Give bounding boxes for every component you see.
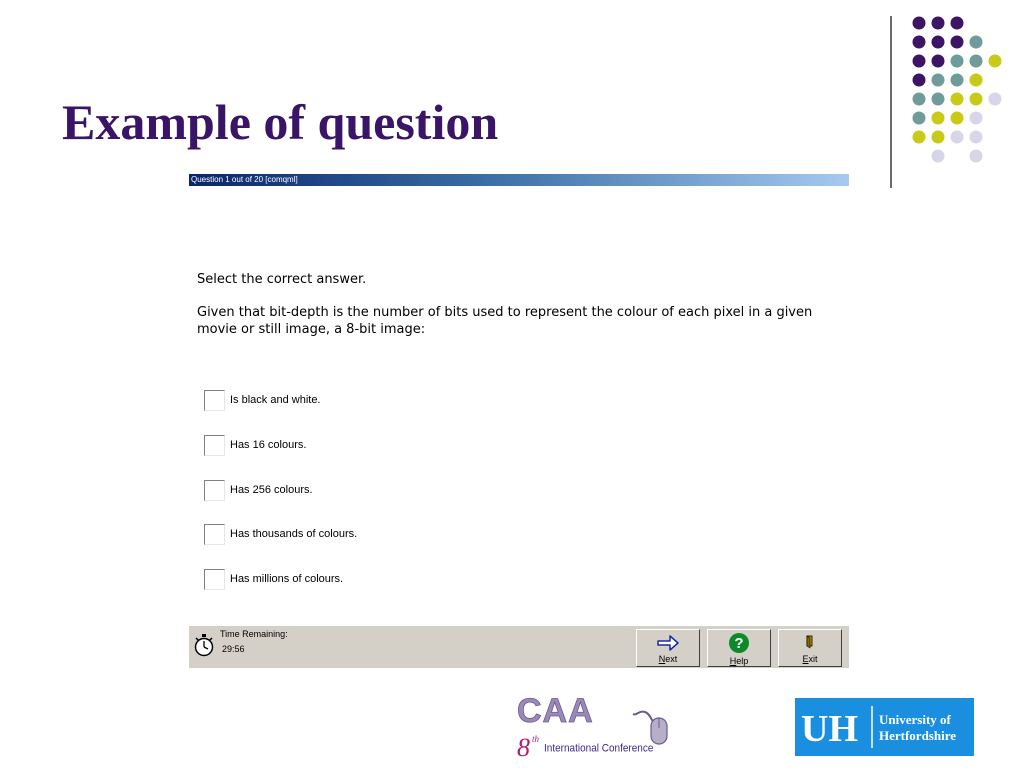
- answer-checkbox[interactable]: [204, 524, 225, 545]
- answer-option-3[interactable]: [204, 479, 313, 501]
- decorative-dot: [970, 74, 983, 87]
- decorative-dot: [932, 131, 945, 144]
- status-bar: [189, 626, 849, 668]
- answer-option-4[interactable]: [204, 523, 357, 545]
- vertical-divider: [890, 16, 892, 188]
- decorative-dot-grid: [0, 0, 1024, 180]
- stopwatch-icon: [193, 633, 215, 657]
- decorative-dot: [970, 55, 983, 68]
- decorative-dot: [913, 17, 926, 30]
- university-logo: [795, 698, 974, 756]
- svg-text:?: ?: [734, 635, 744, 652]
- exit-button-label[interactable]: Exit: [802, 654, 818, 664]
- answer-option-5[interactable]: [204, 568, 343, 590]
- answer-label[interactable]: Is black and white.: [230, 394, 321, 406]
- decorative-dot: [970, 112, 983, 125]
- decorative-dot: [970, 150, 983, 163]
- caa-conference-logo: [515, 690, 675, 760]
- decorative-dot: [932, 36, 945, 49]
- decorative-dot: [913, 55, 926, 68]
- time-remaining-value: 29:56: [222, 644, 245, 654]
- decorative-dot: [970, 131, 983, 144]
- decorative-dot: [970, 93, 983, 106]
- decorative-dot: [989, 55, 1002, 68]
- decorative-dot: [913, 131, 926, 144]
- next-arrow-icon: [656, 632, 680, 652]
- decorative-dot: [932, 74, 945, 87]
- answer-checkbox[interactable]: [204, 390, 225, 411]
- caa-logo-ordinal: 8: [517, 733, 530, 760]
- decorative-dot: [951, 112, 964, 125]
- decorative-dot: [989, 93, 1002, 106]
- decorative-dot: [932, 17, 945, 30]
- time-remaining-label: Time Remaining:: [220, 629, 288, 639]
- decorative-dot: [970, 36, 983, 49]
- answer-label[interactable]: Has millions of colours.: [230, 573, 344, 585]
- decorative-dot: [932, 93, 945, 106]
- answer-label[interactable]: Has thousands of colours.: [230, 528, 358, 540]
- decorative-dot: [913, 112, 926, 125]
- answer-option-1[interactable]: [204, 389, 321, 411]
- exit-button[interactable]: [778, 629, 842, 667]
- question-stem: Given that bit-depth is the number of bits used to represent the colour of each pixel in a given movie or still image, a 8-bit image:: [197, 305, 813, 337]
- answer-checkbox[interactable]: [204, 435, 225, 456]
- decorative-dot: [913, 74, 926, 87]
- decorative-dot: [951, 36, 964, 49]
- answer-label[interactable]: Has 16 colours.: [230, 439, 307, 451]
- decorative-dot: [951, 17, 964, 30]
- help-button-label[interactable]: Help: [729, 656, 749, 666]
- slide-title: Example of question: [62, 94, 499, 150]
- caa-logo-text: CAA: [517, 692, 594, 730]
- app-window-titlebar: Question 1 out of 20 [comqml]: [189, 174, 849, 186]
- caa-logo-subtitle: International Conference: [544, 742, 654, 755]
- caa-logo-ordinal-suffix: th: [532, 734, 540, 744]
- decorative-dot: [951, 55, 964, 68]
- exit-door-icon: [801, 632, 819, 652]
- next-button[interactable]: [636, 629, 700, 667]
- answer-checkbox[interactable]: [204, 569, 225, 590]
- decorative-dot: [913, 93, 926, 106]
- answer-checkbox[interactable]: [204, 480, 225, 501]
- decorative-dot: [951, 74, 964, 87]
- decorative-dot: [951, 131, 964, 144]
- university-logo-initials: UH: [801, 708, 858, 750]
- answer-label[interactable]: Has 256 colours.: [230, 484, 313, 496]
- next-button-label[interactable]: Next: [658, 654, 678, 664]
- university-logo-line2: Hertfordshire: [879, 728, 957, 743]
- question-instruction: Select the correct answer.: [197, 272, 367, 287]
- decorative-dot: [932, 150, 945, 163]
- decorative-dot: [951, 93, 964, 106]
- help-icon: [728, 632, 750, 654]
- decorative-dot: [932, 112, 945, 125]
- university-logo-line1: University of: [879, 712, 951, 727]
- decorative-dot: [913, 36, 926, 49]
- answer-option-2[interactable]: [204, 434, 306, 456]
- help-button[interactable]: [707, 629, 771, 667]
- decorative-dot: [932, 55, 945, 68]
